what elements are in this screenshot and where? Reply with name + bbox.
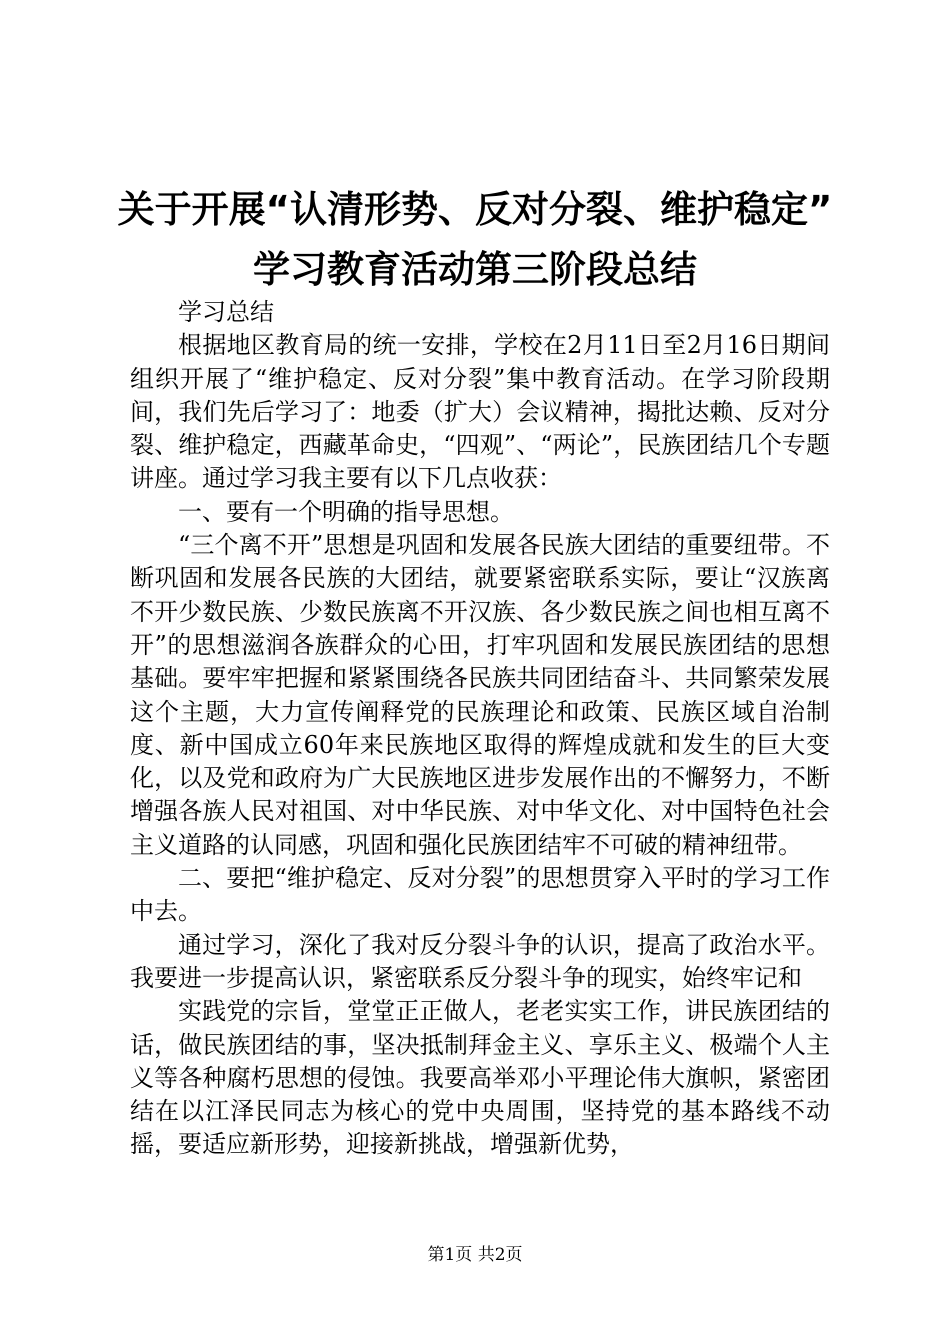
paragraph: 实践党的宗旨，堂堂正正做人，老老实实工作，讲民族团结的话，做民族团结的事，坚决抵制拜金主义、享乐主义、极端个人主义等各种腐朽思想的侵蚀。我要高举邓小平理论伟大旗帜，紧密团结在以江泽民同志为核心的党中央周围，坚持党的基本路线不动摇，要适应新形势，迎接新挑战，增强新优势， <box>130 997 830 1159</box>
paragraph-subtitle: 学习总结 <box>178 298 274 326</box>
page-number-footer: 第1页 共2页 <box>427 1245 523 1265</box>
paragraph: “三个离不开”思想是巩固和发展各民族大团结的重要纽带。不断巩固和发展各民族的大团结，就要紧密联系实际，要让“汉族离不开少数民族、少数民族离不开汉族、各少数民族之间也相互离不开”的思想滋润各族群众的心田，打牢巩固和发展民族团结的思想基础。要牢牢把握和紧紧围绕各民族共同团结奋斗、共同繁荣发展这个主题，大力宣传阐释党的民族理论和政策、民族区域自治制度、新中国成立60年来民族地区取得的辉煌成就和发生的巨大变化，以及党和政府为广大民族地区进步发展作出的不懈努力，不断增强各族人民对祖国、对中华民族、对中华文化、对中国特色社会主义道路的认同感，巩固和强化民族团结牢不可破的精神纽带。 <box>130 531 830 859</box>
document-title-line-1: 关于开展“认清形势、反对分裂、维护稳定” <box>117 188 833 231</box>
section-heading: 二、要把“维护稳定、反对分裂”的思想贯穿入平时的学习工作中去。 <box>130 864 830 926</box>
paragraph: 根据地区教育局的统一安排，学校在2月11日至2月16日期间组织开展了“维护稳定、反对分裂”集中教育活动。在学习阶段期间，我们先后学习了：地委（扩大）会议精神，揭批达赖、反对分裂、维护稳定，西藏革命史，“四观”、“两论”，民族团结几个专题讲座。通过学习我主要有以下几点收获： <box>130 331 830 493</box>
document-body <box>130 296 830 1162</box>
paragraph: 通过学习，深化了我对反分裂斗争的认识，提高了政治水平。我要进一步提高认识，紧密联系反分裂斗争的现实，始终牢记和 <box>130 930 830 992</box>
section-heading: 一、要有一个明确的指导思想。 <box>178 497 514 526</box>
document-title-line-2: 学习教育活动第三阶段总结 <box>253 248 697 291</box>
